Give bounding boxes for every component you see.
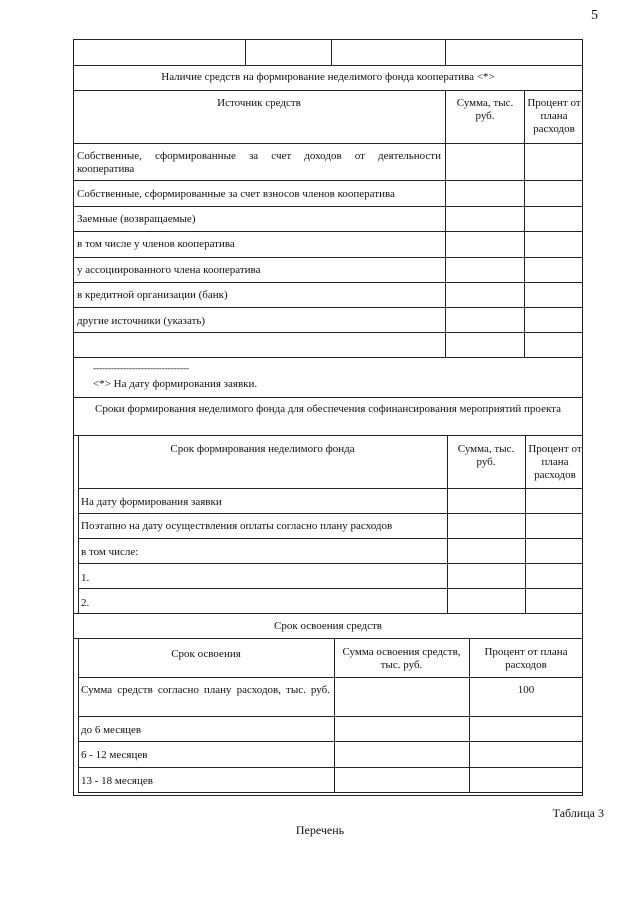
- grid-line: [78, 513, 583, 514]
- section1-footnote: <*> На дату формирования заявки.: [93, 378, 258, 390]
- section2-sum-header: Сумма, тыс. руб.: [457, 443, 515, 468]
- section3-title: Срок освоения средств: [274, 620, 382, 632]
- grid-line: [73, 65, 583, 66]
- grid-line: [73, 282, 583, 283]
- grid-line: [524, 90, 525, 357]
- grid-line: [245, 39, 246, 65]
- grid-line: [78, 677, 583, 678]
- section2-row-1: На дату формирования заявки: [81, 496, 222, 508]
- grid-line: [331, 39, 332, 65]
- grid-line: [78, 792, 583, 793]
- grid-line: [78, 563, 583, 564]
- section1-row-5: у ассоциированного члена кооператива: [77, 264, 261, 276]
- grid-line: [73, 206, 583, 207]
- section1-row-4: в том числе у членов кооператива: [77, 238, 235, 250]
- grid-line: [78, 435, 79, 613]
- section1-sum-header: Сумма, тыс. руб.: [456, 97, 514, 122]
- footnote-separator: --------------------------------: [93, 363, 189, 373]
- section1-title: Наличие средств на формирование неделимого фонда кооператива <*>: [161, 71, 495, 83]
- section2-row-4: 1.: [81, 572, 90, 584]
- section1-percent-header: Процент от плана расходов: [527, 97, 581, 135]
- section3-percent-header: Процент от плана расходов: [484, 646, 568, 671]
- grid-line: [78, 741, 583, 742]
- section2-title: Сроки формирования неделимого фонда для обеспечения софинансирования мероприятий проекта: [95, 403, 561, 415]
- section2-row-3: в том числе:: [81, 546, 139, 558]
- grid-line: [525, 435, 526, 613]
- section2-term-header: Срок формирования неделимого фонда: [170, 443, 355, 455]
- grid-line: [73, 435, 583, 436]
- grid-line: [78, 588, 583, 589]
- grid-line: [73, 307, 583, 308]
- grid-line: [78, 538, 583, 539]
- section3-sum-header: Сумма освоения средств, тыс. руб.: [342, 646, 461, 671]
- grid-line: [73, 638, 583, 639]
- section1-row-1: Собственные, сформированные за счет доходов от деятельности: [77, 150, 441, 162]
- grid-line: [73, 257, 583, 258]
- grid-line: [73, 180, 583, 181]
- grid-line: [73, 357, 583, 358]
- grid-line: [447, 435, 448, 613]
- grid-line: [73, 231, 583, 232]
- section2-row-5: 2.: [81, 597, 90, 609]
- section1-row-7: другие источники (указать): [77, 315, 206, 327]
- section1-row-2: Собственные, сформированные за счет взносов членов кооператива: [77, 188, 395, 200]
- section3-term-header: Срок освоения: [171, 648, 241, 660]
- section3-row-3: 6 - 12 месяцев: [81, 749, 148, 761]
- grid-line: [78, 488, 583, 489]
- table-label: Таблица 3: [552, 806, 604, 820]
- section2-row-2: Поэтапно на дату осуществления оплаты согласно плану расходов: [81, 520, 393, 532]
- section3-row-1: Сумма средств согласно плану расходов, тыс. руб.: [81, 684, 330, 696]
- grid-line: [445, 39, 446, 65]
- section1-source-header: Источник средств: [217, 97, 301, 109]
- grid-line: [73, 397, 583, 398]
- section2-percent-header: Процент от плана расходов: [528, 443, 582, 481]
- grid-line: [73, 613, 583, 614]
- page-number: 5: [591, 8, 598, 23]
- grid-line: [73, 332, 583, 333]
- section1-row-3: Заемные (возвращаемые): [77, 213, 196, 225]
- grid-line: [78, 716, 583, 717]
- grid-line: [78, 767, 583, 768]
- grid-line: [73, 90, 583, 91]
- page-title: Перечень: [295, 823, 345, 837]
- section3-row-2: до 6 месяцев: [81, 724, 142, 736]
- grid-line: [73, 143, 583, 144]
- section3-plan-percent: 100: [517, 684, 535, 696]
- grid-line: [445, 90, 446, 357]
- section1-row-6: в кредитной организации (банк): [77, 289, 228, 301]
- section3-row-4: 13 - 18 месяцев: [81, 775, 153, 787]
- section1-row-1b: кооператива: [77, 163, 135, 175]
